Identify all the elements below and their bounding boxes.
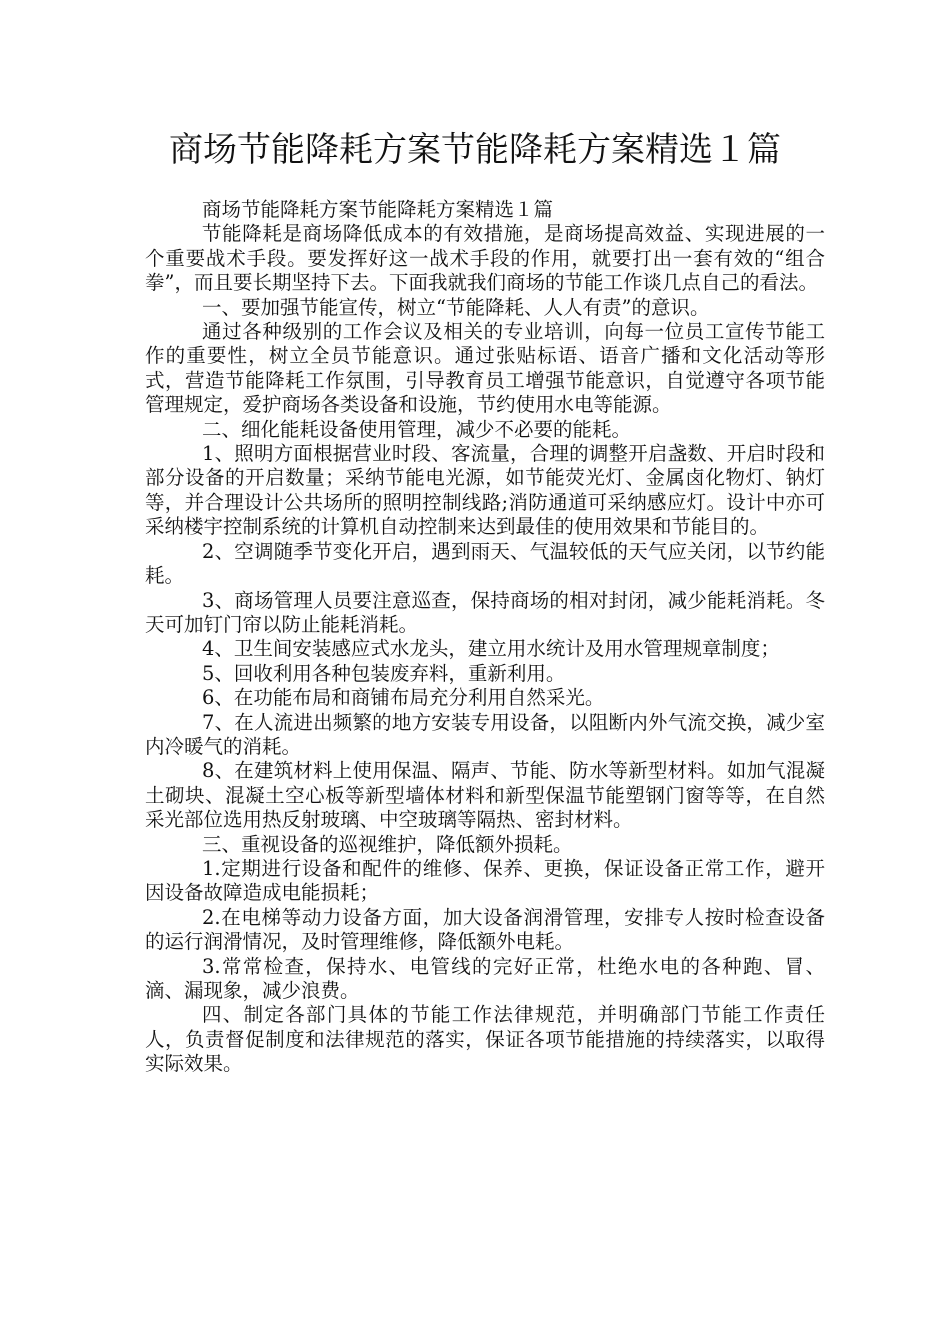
document-body (145, 198, 825, 1077)
subtitle-paragraph: 商场节能降耗方案节能降耗方案精选１篇 (202, 198, 554, 221)
section-heading-1: 一、要加强节能宣传，树立“节能降耗、人人有责”的意识。 (202, 295, 710, 319)
list-item: 2.在电梯等动力设备方面，加大设备润滑管理，安排专人按时检查设备的运行润滑情况，及时管理维修，降低额外电耗。 (145, 905, 825, 954)
list-item: 3、商场管理人员要注意巡查，保持商场的相对封闭，减少能耗消耗。冬天可加钉门帘以防止能耗消耗。 (145, 588, 825, 636)
document-title: 商场节能降耗方案节能降耗方案精选１篇 (169, 130, 781, 170)
intro-paragraph: 节能降耗是商场降低成本的有效措施，是商场提高效益、实现进展的一个重要战术手段。要发挥好这一战术手段的作用，就要打出一套有效的“组合拳”，而且要长期坚持下去。下面我就我们商场的节能工作谈几点自己的看法。 (145, 222, 825, 295)
section-heading-4: 四、制定各部门具体的节能工作法律规范，并明确部门节能工作责任人，负责督促制度和法律规范的落实，保证各项节能措施的持续落实，以取得实际效果。 (145, 1003, 825, 1076)
list-item: 7、在人流进出频繁的地方安装专用设备，以阻断内外气流交换，减少室内冷暖气的消耗。 (145, 710, 825, 758)
list-item: 1.定期进行设备和配件的维修、保养、更换，保证设备正常工作，避开因设备故障造成电能损耗； (145, 856, 825, 905)
section-heading-2: 二、细化能耗设备使用管理，减少不必要的能耗。 (202, 417, 632, 441)
list-item: 8、在建筑材料上使用保温、隔声、节能、防水等新型材料。如加气混凝土砌块、混凝土空心板等新型墙体材料和新型保温节能塑钢门窗等等，在自然采光部位选用热反射玻璃、中空玻璃等隔热、密封材料。 (145, 759, 825, 832)
list-item: 2、空调随季节变化开启，遇到雨天、气温较低的天气应关闭，以节约能耗。 (145, 539, 825, 588)
list-item: 1、照明方面根据营业时段、客流量，合理的调整开启盏数、开启时段和部分设备的开启数量；采纳节能电光源，如节能荧光灯、金属卤化物灯、钠灯等，并合理设计公共场所的照明控制线路;消防通道可采纳感应灯。设计中亦可采纳楼宇控制系统的计算机自动控制来达到最佳的使用效果和节能目的。 (145, 442, 825, 539)
section-heading-3: 三、重视设备的巡视维护，降低额外损耗。 (202, 832, 573, 856)
body-paragraph: 通过各种级别的工作会议及相关的专业培训，向每一位员工宣传节能工作的重要性，树立全员节能意识。通过张贴标语、语音广播和文化活动等形式，营造节能降耗工作氛围，引导教育员工增强节能意识，自觉遵守各项节能管理规定，爱护商场各类设备和设施，节约使用水电等能源。 (145, 320, 825, 417)
list-item: 3.常常检查，保持水、电管线的完好正常，杜绝水电的各种跑、冒、滴、漏现象，减少浪费。 (145, 954, 825, 1002)
list-item: 6、在功能布局和商铺布局充分利用自然采光。 (202, 686, 605, 710)
list-item: 5、回收利用各种包装废弃料，重新利用。 (202, 661, 566, 685)
list-item: 4、卫生间安装感应式水龙头，建立用水统计及用水管理规章制度； (202, 637, 780, 661)
